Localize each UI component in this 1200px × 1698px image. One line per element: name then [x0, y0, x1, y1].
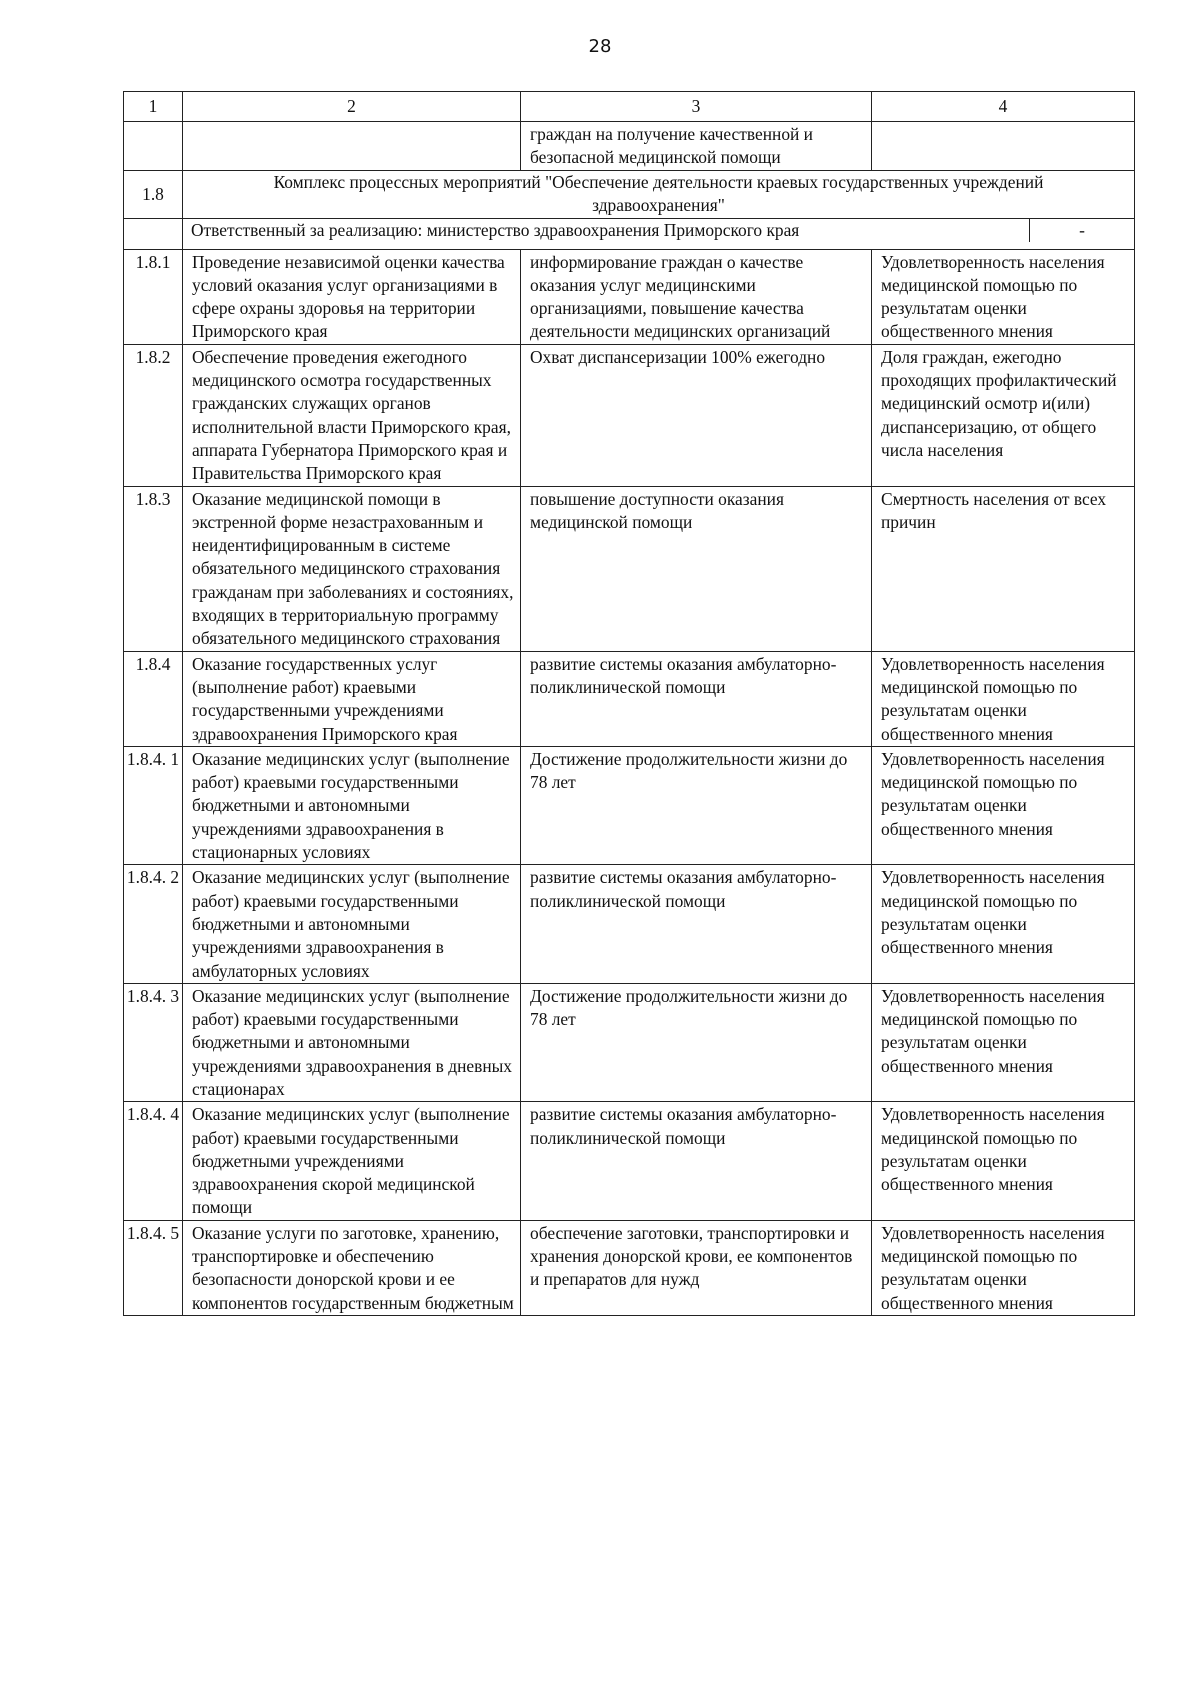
table-row — [124, 746, 1135, 864]
table-row — [124, 651, 1135, 746]
row-number: 1.8.4. 3 — [124, 983, 183, 1101]
table-row — [124, 983, 1135, 1101]
section-number: 1.8 — [124, 170, 183, 218]
row-indicator: Удовлетворенность населения медицинской помощью по результатам оценки общественного мнения — [872, 746, 1135, 864]
row-effect: Достижение продолжительности жизни до 78 лет — [521, 746, 872, 864]
row-effect: Достижение продолжительности жизни до 78 лет — [521, 983, 872, 1101]
row-indicator: Удовлетворенность населения медицинской помощью по результатам оценки общественного мнения — [872, 983, 1135, 1101]
row-number: 1.8.4. 4 — [124, 1102, 183, 1220]
continuation-num-cell — [124, 122, 183, 171]
row-number: 1.8.4 — [124, 651, 183, 746]
continuation-task-cell — [183, 122, 521, 171]
responsible-text: Ответственный за реализацию: министерство здравоохранения Приморского края — [191, 219, 800, 240]
row-effect: развитие системы оказания амбулаторно-поликлинической помощи — [521, 651, 872, 746]
row-number: 1.8.1 — [124, 249, 183, 344]
responsible-num-cell — [124, 218, 183, 249]
row-indicator: Удовлетворенность населения медицинской помощью по результатам оценки общественного мнения — [872, 249, 1135, 344]
header-cell-2: 2 — [183, 92, 521, 122]
row-indicator: Смертность населения от всех причин — [872, 486, 1135, 651]
row-effect: обеспечение заготовки, транспортировки и хранения донорской крови, ее компонентов и препаратов для нужд — [521, 1220, 872, 1315]
row-task: Оказание медицинских услуг (выполнение работ) краевыми государственными бюджетными и автономными учреждениями здравоохранения в дневных стационарах — [183, 983, 521, 1101]
responsible-row — [124, 218, 1135, 249]
row-task: Оказание медицинских услуг (выполнение работ) краевыми государственными бюджетными и автономными учреждениями здравоохранения в амбулаторных условиях — [183, 865, 521, 983]
row-number: 1.8.3 — [124, 486, 183, 651]
table-row — [124, 486, 1135, 651]
page-number: 28 — [588, 36, 612, 57]
continuation-effect-cell: граждан на получение качественной и безопасной медицинской помощи — [521, 122, 872, 171]
row-indicator: Удовлетворенность населения медицинской помощью по результатам оценки общественного мнения — [872, 865, 1135, 983]
row-task: Оказание медицинских услуг (выполнение работ) краевыми государственными бюджетными и автономными учреждениями здравоохранения в стационарных условиях — [183, 746, 521, 864]
continuation-indicator-cell — [872, 122, 1135, 171]
row-effect: информирование граждан о качестве оказания услуг медицинскими организациями, повышение качества деятельности медицинских организаций — [521, 249, 872, 344]
table-row — [124, 865, 1135, 983]
responsible-value: - — [1029, 219, 1134, 242]
header-row — [124, 92, 1135, 122]
header-cell-3: 3 — [521, 92, 872, 122]
row-indicator: Удовлетворенность населения медицинской помощью по результатам оценки общественного мнения — [872, 651, 1135, 746]
row-task: Оказание услуги по заготовке, хранению, транспортировке и обеспечению безопасности донорской крови и ее компонентов государственным бюджетным — [183, 1220, 521, 1315]
section-row — [124, 170, 1135, 218]
responsible-cell — [183, 218, 1135, 249]
table-row — [124, 344, 1135, 486]
row-indicator: Доля граждан, ежегодно проходящих профилактический медицинский осмотр и(или) диспансеризацию, от общего числа населения — [872, 344, 1135, 486]
responsible-wrap — [183, 219, 1134, 242]
table-row — [124, 249, 1135, 344]
row-effect: Охват диспансеризации 100% ежегодно — [521, 344, 872, 486]
row-number: 1.8.2 — [124, 344, 183, 486]
table-body — [124, 92, 1135, 1316]
header-cell-1: 1 — [124, 92, 183, 122]
row-number: 1.8.4. 2 — [124, 865, 183, 983]
row-indicator: Удовлетворенность населения медицинской помощью по результатам оценки общественного мнения — [872, 1220, 1135, 1315]
row-effect: повышение доступности оказания медицинской помощи — [521, 486, 872, 651]
row-task: Оказание медицинской помощи в экстренной форме незастрахованным и неидентифицированным в системе обязательного медицинского страхования гражданам при заболеваниях и состояниях, входящих в территориальную программу обязательного медицинского страхования — [183, 486, 521, 651]
row-indicator: Удовлетворенность населения медицинской помощью по результатам оценки общественного мнения — [872, 1102, 1135, 1220]
row-task: Проведение независимой оценки качества условий оказания услуг организациями в сфере охраны здоровья на территории Приморского края — [183, 249, 521, 344]
row-task: Обеспечение проведения ежегодного медицинского осмотра государственных гражданских служащих органов исполнительной власти Приморского края, аппарата Губернатора Приморского края и Правительства Приморского края — [183, 344, 521, 486]
continuation-row — [124, 122, 1135, 171]
header-cell-4: 4 — [872, 92, 1135, 122]
row-task: Оказание медицинских услуг (выполнение работ) краевыми государственными бюджетными учреждениями здравоохранения скорой медицинской помощи — [183, 1102, 521, 1220]
row-effect: развитие системы оказания амбулаторно-поликлинической помощи — [521, 1102, 872, 1220]
table-row — [124, 1102, 1135, 1220]
row-number: 1.8.4. 5 — [124, 1220, 183, 1315]
row-effect: развитие системы оказания амбулаторно-поликлинической помощи — [521, 865, 872, 983]
row-number: 1.8.4. 1 — [124, 746, 183, 864]
table-row — [124, 1220, 1135, 1315]
section-title: Комплекс процессных мероприятий "Обеспечение деятельности краевых государственных учреждений здравоохранения" — [183, 170, 1135, 218]
row-task: Оказание государственных услуг (выполнение работ) краевыми государственными учреждениями здравоохранения Приморского края — [183, 651, 521, 746]
measures-table — [123, 91, 1135, 1316]
